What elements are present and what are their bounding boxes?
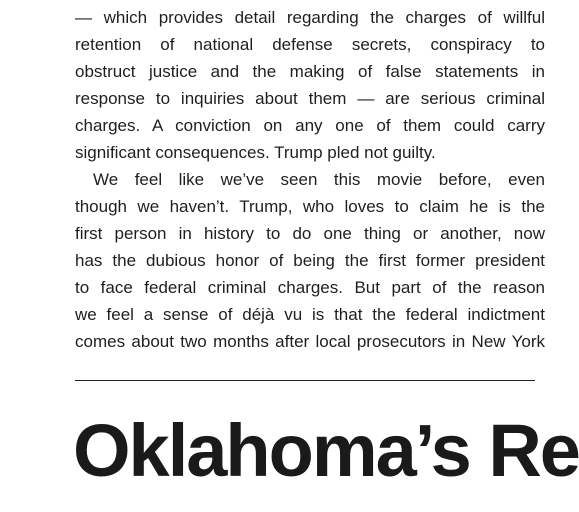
text-line: significant consequences. Trump pled not guilty.: [75, 143, 436, 162]
section-divider: [75, 380, 535, 381]
text-line: though we haven’t. Trump, who loves to claim he is the: [75, 197, 545, 216]
text-line: comes about two months after local prosecutors in New York: [75, 332, 545, 351]
text-line: response to inquiries about them — are serious criminal: [75, 89, 545, 108]
text-line: We feel like we’ve seen this movie before, even: [93, 170, 545, 189]
text-line: retention of national defense secrets, conspiracy to: [75, 35, 545, 54]
paragraph-2: [75, 166, 545, 355]
text-line: we feel a sense of déjà vu is that the federal indictment: [75, 305, 545, 324]
article-body: [75, 4, 545, 355]
next-article-headline: Oklahoma’s Re: [73, 409, 579, 492]
text-line: — which provides detail regarding the charges of willful: [75, 8, 545, 27]
text-line: charges. A conviction on any one of them could carry: [75, 116, 545, 135]
text-line: obstruct justice and the making of false statements in: [75, 62, 545, 81]
paragraph-1: [75, 4, 545, 166]
text-line: has the dubious honor of being the first former president: [75, 251, 545, 270]
text-line: first person in history to do one thing or another, now: [75, 224, 545, 243]
text-line: to face federal criminal charges. But part of the reason: [75, 278, 545, 297]
